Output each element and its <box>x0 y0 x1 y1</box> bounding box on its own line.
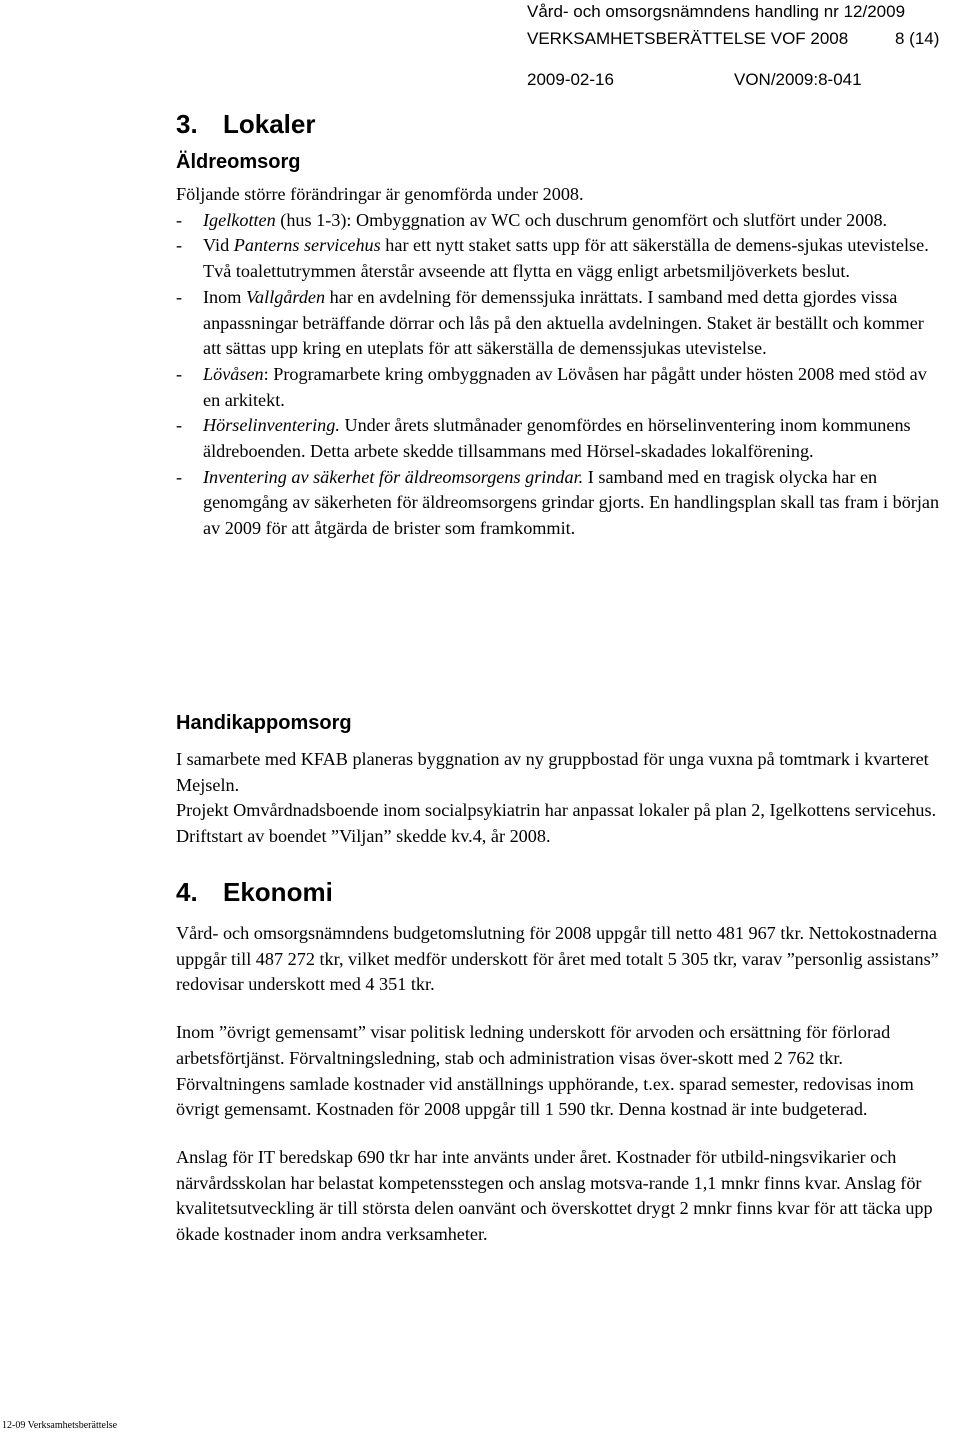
ekonomi-paragraph-3: Anslag för IT beredskap 690 tkr har inte använts under året. Kostnader för utbild-ningsvikarier och närvårdsskolan har belastat kompetensstegen och anslag motsva-rande 1,1 mnkr finns kvar. Anslag för kvalitetsutveckling är till största delen oanvänt och överskottet drygt 2 mnkr finns kvar för att täcka upp ökade kostnader inom andra verksamheter. <box>176 1146 933 1245</box>
handikappomsorg-block <box>176 710 946 850</box>
list-item-emphasis: Lövåsen <box>203 363 264 384</box>
list-dash: - <box>176 209 183 230</box>
list-item-text: I samband med en tragisk olycka har en genomgång av säkerheten för äldreomsorgens grindar gjorts. En handlingsplan skall tas fram i början av 2009 för att åtgärda de brister som framkommit. <box>203 466 940 539</box>
handikappomsorg-heading: Handikappomsorg <box>176 712 352 734</box>
list-item <box>176 233 946 284</box>
list-item-text: (hus 1-3): Ombyggnation av WC och duschrum genomfört och slutfört under 2008. <box>275 209 888 230</box>
aldreomsorg-heading: Äldreomsorg <box>176 151 301 173</box>
list-item-emphasis: Hörselinventering. <box>203 415 340 436</box>
list-item <box>176 362 946 413</box>
section-3-heading <box>176 108 946 140</box>
list-item <box>176 465 946 542</box>
handikappomsorg-paragraph-2: Projekt Omvårdnadsboende inom socialpsykiatrin har anpassat lokaler på plan 2, Igelkottens servicehus. Driftstart av boendet ”Viljan” skedde kv.4, år 2008. <box>176 800 937 847</box>
list-item <box>176 208 946 234</box>
aldreomsorg-list <box>176 208 946 542</box>
list-item-text: har en avdelning för demenssjuka inrättats. I samband med detta gjordes vissa anpassningar beträffande dörrar och lås på den aktuella avdelningen. Staket är beställt och kommer att sättas upp kring en uteplats för att säkerställa de demenssjukas utevistelse. <box>203 286 924 359</box>
list-dash: - <box>176 286 183 307</box>
section-4-number: 4. <box>176 877 198 907</box>
ekonomi-paragraph-2: Inom ”övrigt gemensamt” visar politisk ledning underskott för arvoden och ersättning för förlorad arbetsförtjänst. Förvaltningsledning, stab och administration visas över-skott med 2 762 tkr. Förvaltningens samlade kostnader vid anställnings upphörande, t.ex. sparad semester, redovisas inom övrigt gemensamt. Kostnaden för 2008 uppgår till 1 590 tkr. Denna kostnad är inte budgeterad. <box>176 1022 914 1120</box>
header-handling: Vård- och omsorgsnämndens handling nr 12/2009 <box>527 2 906 21</box>
header-date: 2009-02-16 <box>527 70 614 89</box>
list-item-text: : Programarbete kring ombyggnaden av Lövåsen har pågått under hösten 2008 med stöd av en arkitekt. <box>203 363 927 410</box>
list-item-text: Under årets slutmånader genomfördes en hörselinventering inom kommunens äldreboenden. Detta arbete skedde tillsammans med Hörsel-skadades lokalförening. <box>203 415 911 462</box>
footer-text: 12-09 Verksamhetsberättelse <box>2 1420 118 1431</box>
header-reference: VON/2009:8-041 <box>734 70 862 89</box>
section-3-number: 3. <box>176 109 198 139</box>
section-4-heading <box>176 876 946 908</box>
handikappomsorg-paragraph-1: I samarbete med KFAB planeras byggnation av ny gruppbostad för unga vuxna på tomtmark i kvarteret Mejseln. <box>176 749 929 795</box>
list-item-emphasis: Vallgården <box>245 286 326 307</box>
header-page-number: 8 (14) <box>895 29 940 48</box>
ekonomi-paragraph-1: Vård- och omsorgsnämndens budgetomslutning för 2008 uppgår till netto 481 967 tkr. Nettokostnaderna uppgår till 487 272 tkr, vilket medför underskott för året med totalt 5 305 tkr, varav ”personlig assistans” redovisar underskott med 4 351 tkr. <box>176 923 939 995</box>
list-item-prefix: Vid <box>203 235 234 256</box>
list-item-text: har ett nytt staket satts upp för att säkerställa de demens-sjukas utevistelse. Två toalettutrymmen återstår avseende att flytta en vägg enligt arbetsmiljöverkets beslut. <box>203 235 929 282</box>
list-dash: - <box>176 235 183 256</box>
section-4-heading-block <box>176 876 946 908</box>
list-item <box>176 413 946 464</box>
list-item-emphasis: Inventering av säkerhet för äldreomsorgens grindar. <box>203 466 584 487</box>
aldreomsorg-intro: Följande större förändringar är genomförda under 2008. <box>176 184 584 204</box>
list-dash: - <box>176 466 183 487</box>
section-4-title: Ekonomi <box>223 877 333 907</box>
ekonomi-block <box>176 921 946 1248</box>
section-3-title: Lokaler <box>223 109 316 139</box>
list-dash: - <box>176 363 183 384</box>
aldreomsorg-block <box>176 149 946 542</box>
list-item-prefix: Inom <box>203 286 246 307</box>
section-3-heading-block <box>176 108 946 140</box>
list-item-emphasis: Igelkotten <box>203 209 276 230</box>
list-item <box>176 285 946 362</box>
header-doc-title: VERKSAMHETSBERÄTTELSE VOF 2008 <box>527 29 849 48</box>
list-item-emphasis: Panterns servicehus <box>233 235 381 256</box>
list-dash: - <box>176 415 183 436</box>
